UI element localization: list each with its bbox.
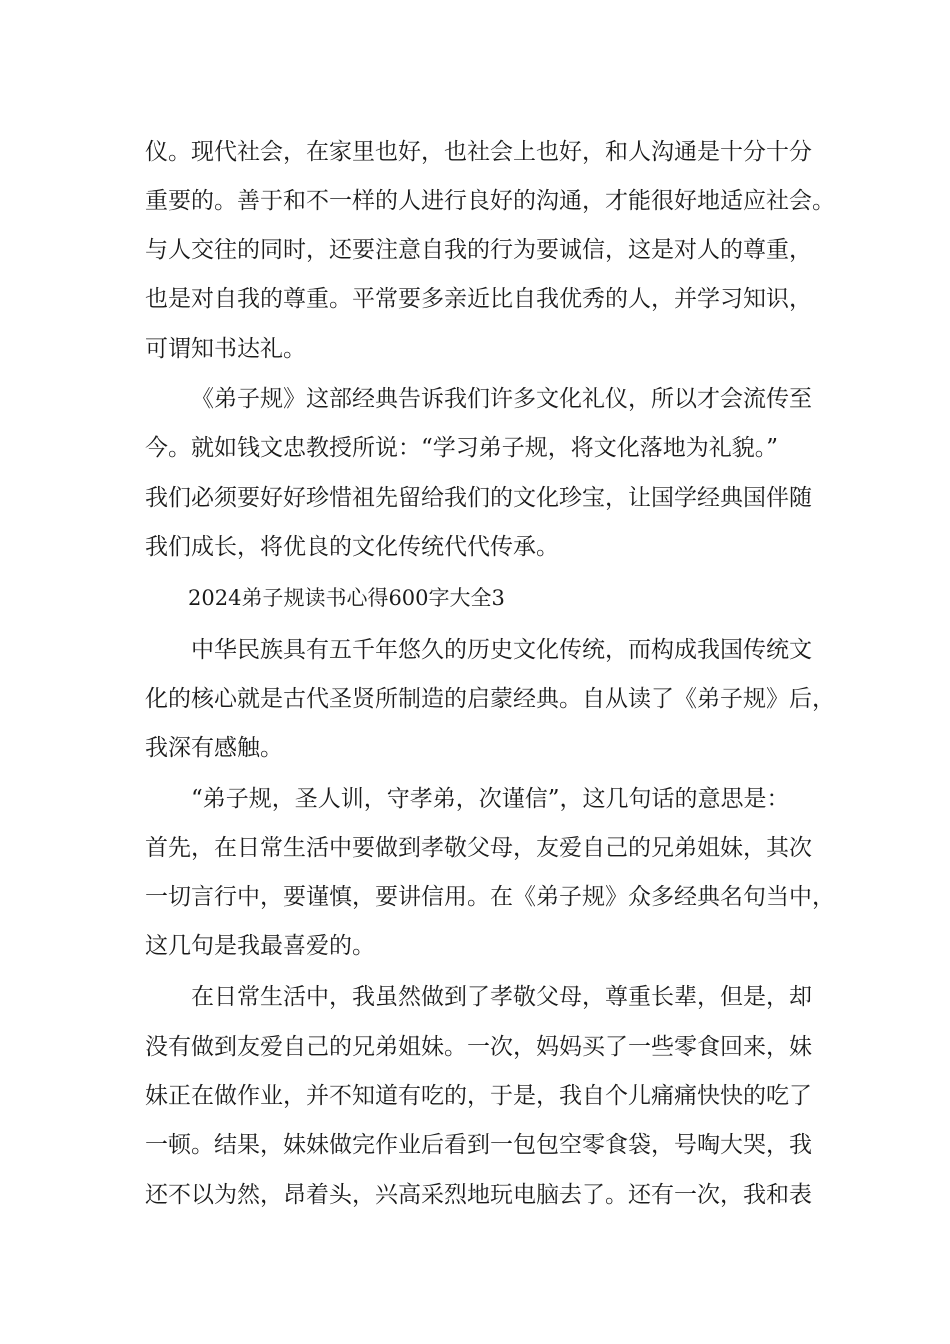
text-line: 中华民族具有五千年悠久的历史文化传统，而构成我国传统文: [191, 637, 812, 663]
text-line: 我们必须要好好珍惜祖先留给我们的文化珍宝，让国学经典国伴随: [145, 485, 812, 511]
text-line: 我深有感触。: [145, 735, 283, 761]
text-line: 仪。现代社会，在家里也好，也社会上也好，和人沟通是十分十分: [145, 139, 812, 165]
text-line: 妹正在做作业，并不知道有吃的，于是，我自个儿痛痛快快的吃了: [145, 1083, 812, 1109]
text-line: 这几句是我最喜爱的。: [145, 933, 375, 959]
text-line: 我们成长，将优良的文化传统代代传承。: [145, 534, 559, 560]
text-line: 今。就如钱文忠教授所说：“学习弟子规，将文化落地为礼貌。”: [145, 435, 779, 461]
section-heading: 2024弟子规读书心得600字大全3: [188, 586, 505, 610]
text-line: 重要的。善于和不一样的人进行良好的沟通，才能很好地适应社会。: [145, 188, 835, 214]
text-line: 与人交往的同时，还要注意自我的行为要诚信，这是对人的尊重，: [145, 237, 812, 263]
text-line: 一顿。结果，妹妹做完作业后看到一包包空零食袋，号啕大哭，我: [145, 1132, 812, 1158]
text-line: 一切言行中，要谨慎，要讲信用。在《弟子规》众多经典名句当中，: [145, 884, 835, 910]
text-line: “弟子规，圣人训，守孝弟，次谨信”，这几句话的意思是：: [191, 786, 790, 812]
text-line: 在日常生活中，我虽然做到了孝敬父母，尊重长辈，但是，却: [191, 984, 812, 1010]
text-line: 可谓知书达礼。: [145, 336, 306, 362]
text-line: 还不以为然，昂着头，兴高采烈地玩电脑去了。还有一次，我和表: [145, 1182, 812, 1208]
text-line: 也是对自我的尊重。平常要多亲近比自我优秀的人，并学习知识，: [145, 286, 812, 312]
text-line: 没有做到友爱自己的兄弟姐妹。一次，妈妈买了一些零食回来，妹: [145, 1034, 812, 1060]
text-line: 《弟子规》这部经典告诉我们许多文化礼仪，所以才会流传至: [191, 386, 812, 412]
text-line: 首先，在日常生活中要做到孝敬父母，友爱自己的兄弟姐妹，其次: [145, 835, 812, 861]
text-line: 化的核心就是古代圣贤所制造的启蒙经典。自从读了《弟子规》后，: [145, 686, 835, 712]
